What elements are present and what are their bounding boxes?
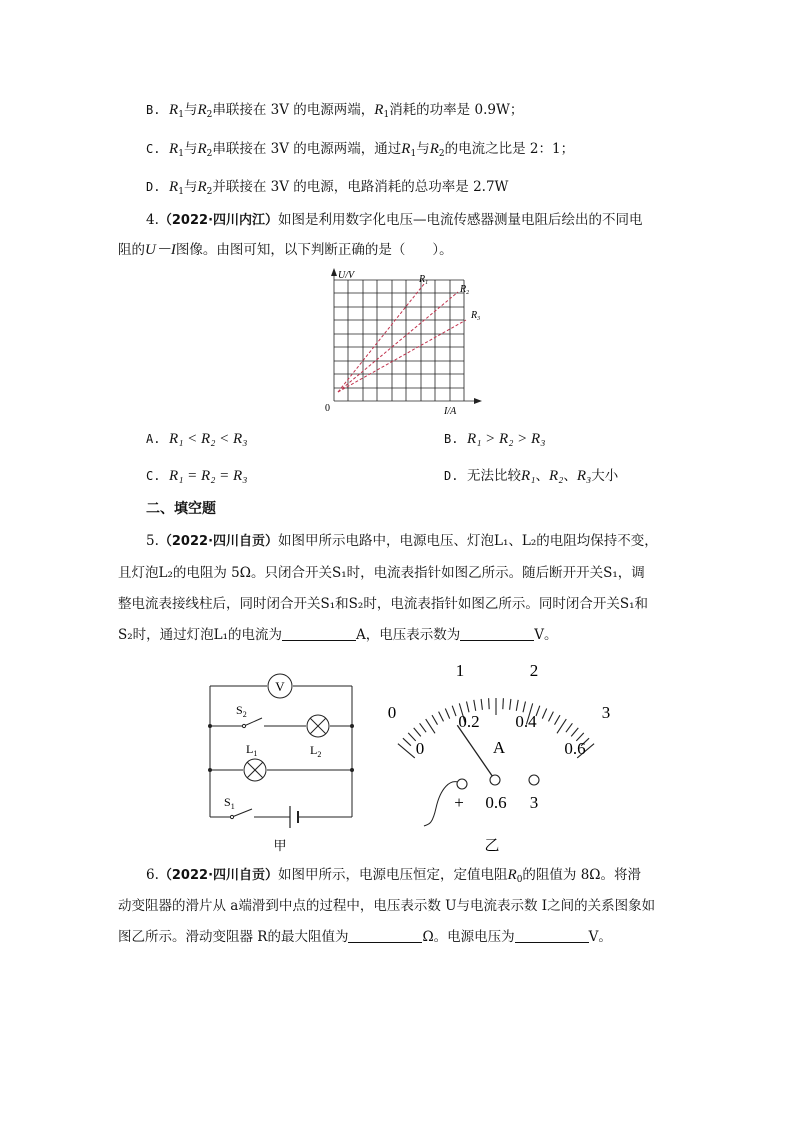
q3-option-b: B. $R_1$与$R_2$串联接在 3V 的电源两端，$R_1$消耗的功率是 0.9W； [146,102,524,120]
answer-blank-supply-voltage[interactable] [515,928,589,943]
meter-tick [566,723,573,732]
caption-yi: 乙 [484,838,500,854]
top-tick-label-3: 3 [601,703,611,722]
origin-label: 0 [325,403,330,414]
q4-ui-graph [316,264,496,420]
switch-s1-blade [232,809,252,817]
meter-tick [510,699,511,710]
top-tick-label-2: 2 [529,661,539,680]
lamp-l2-icon [307,715,329,737]
q4-option-a: A. R₁ < R₂ < R₃ [146,431,248,447]
meter-tick [481,699,482,710]
q4-option-c: C. R₁ = R₂ = R₃ [146,468,248,484]
bottom-tick-label-3: 0.6 [564,739,586,758]
q5-ammeter-dial [378,656,638,856]
meter-tick [403,738,411,746]
y-axis-label: U/V [338,270,355,281]
label-r1: $R_1$ [419,274,429,286]
q4-stem-line1: 4.（2022·四川内江）如图是利用数字化电压—电流传感器测量电阻后绘出的不同电 [146,212,643,228]
curve-r3 [338,320,466,392]
q5-stem-line2: 且灯泡L₂的电阻为 5Ω。只闭合开关S₁时，电流表指针如图乙所示。随后断开开关S₁，调 [118,565,645,581]
q4-option-d: D. 无法比较R₁、R₂、R₃大小 [444,468,619,484]
voltmeter-icon [268,674,292,698]
section-title-fill-blank: 二、填空题 [146,501,216,517]
terminal-0-6 [490,775,500,785]
meter-needle [457,725,495,780]
meter-tick [426,719,435,733]
label-s1: $S_1$ [224,795,235,811]
meter-tick [516,700,518,711]
answer-blank-current[interactable] [282,626,356,641]
svg-text:V: V [275,679,285,694]
meter-tick [571,728,578,737]
bottom-tick-label-2: 0.4 [515,712,537,731]
q5-stem-line4: S₂时，通过灯泡L₁的电流为 A，电压表示数为 V。 [118,627,558,643]
q5-stem-line1: 5.（2022·四川自贡）如图甲所示电路中，电源电压、灯泡L₁、L₂的电阻均保持不变， [146,533,658,549]
meter-tick [549,712,554,722]
meter-tick [408,733,416,741]
q6-stem-line2: 动变阻器的滑片从 a端滑到中点的过程中，电压表示数 U与电流表示数 I之间的关系图象如 [118,898,656,914]
meter-tick [523,702,526,713]
x-axis-arrow [474,398,482,404]
terminal-label-plus: + [454,793,464,812]
lamp-l1-icon [244,759,266,781]
q4-option-b: B. R₁ > R₂ > R₃ [444,431,546,447]
label-r2: $R_2$ [460,284,470,296]
meter-tick [452,706,456,716]
meter-tick [420,723,427,732]
q6-stem-line3: 图乙所示。滑动变阻器 R的最大阻值为 Ω。电源电压为 V。 [118,929,612,945]
meter-tick [432,715,438,725]
label-l2: $L_2$ [310,743,322,759]
terminal-3 [529,775,539,785]
x-axis-label: I/A [444,406,457,417]
q5-stem-line3: 整电流表接线柱后，同时闭合开关S₁和S₂时，电流表指针如图乙所示。同时闭合开关S₁和 [118,596,648,612]
terminal-label-0-6: 0.6 [485,793,507,812]
answer-blank-voltage[interactable] [460,626,534,641]
curve-r1 [338,284,424,392]
bottom-tick-label-1: 0.2 [458,712,480,731]
terminal-plus [457,779,467,789]
label-l1: $L_1$ [246,742,258,758]
meter-tick [445,709,449,719]
meter-tick [398,744,415,758]
caption-jia: 甲 [273,838,287,853]
label-r3: $R_3$ [471,310,481,322]
top-tick-label-0: 0 [387,703,397,722]
meter-unit-label: A [492,738,506,757]
q3-option-d: D. $R_1$与$R_2$并联接在 3V 的电源，电路消耗的总功率是 2.7W [146,179,509,197]
meter-tick [557,719,566,733]
meter-tick [414,728,421,737]
meter-tick [467,702,470,713]
q4-stem-line2: 阻的U－I图像。由图可知，以下判断正确的是（ ）。 [118,242,453,258]
meter-tick [474,700,476,711]
meter-tick [555,715,561,725]
answer-blank-resistance[interactable] [348,928,422,943]
q5-circuit-diagram [200,668,370,858]
meter-tick [542,709,546,719]
meter-tick [489,698,490,709]
q6-stem-line1: 6.（2022·四川自贡）如图甲所示，电源电压恒定，定值电阻$R_0$的阻值为 8Ω。将滑 [146,867,641,885]
meter-tick [439,712,444,722]
terminal-label-3: 3 [529,793,539,812]
y-axis-arrow [331,268,337,276]
label-s2: $S_2$ [236,703,247,719]
switch-s2-blade [244,718,262,726]
bottom-tick-label-0: 0 [415,739,425,758]
top-tick-label-1: 1 [455,661,465,680]
q3-option-c: C. $R_1$与$R_2$串联接在 3V 的电源两端，通过$R_1$与$R_2$的电流之比是 2：1； [146,141,575,159]
meter-tick [503,698,504,709]
